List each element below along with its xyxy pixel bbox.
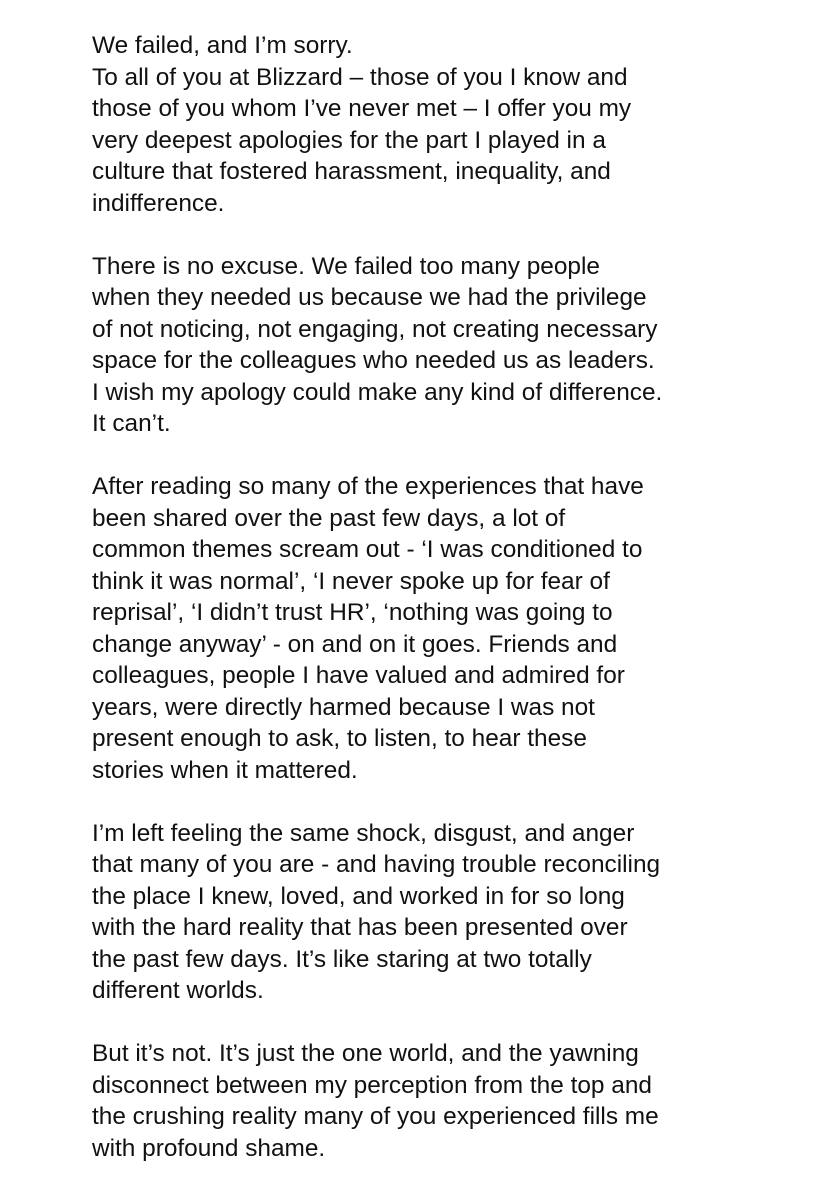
- paragraph-5: [92, 1038, 793, 1164]
- text-line: indifference.: [92, 189, 225, 217]
- text-line: the crushing reality many of you experienced fills me: [92, 1103, 659, 1130]
- text-line: There is no excuse. We failed too many people: [92, 252, 600, 280]
- text-line: We failed, and I’m sorry.: [92, 32, 353, 59]
- paragraph-2: [92, 251, 793, 440]
- text-line: After reading so many of the experiences that have: [92, 473, 644, 500]
- text-line: think it was normal’, ‘I never spoke up for fear of: [92, 567, 610, 595]
- text-line: that many of you are - and having trouble reconciling: [92, 851, 661, 878]
- text-line: been shared over the past few days, a lot of: [92, 504, 566, 532]
- text-line: culture that fostered harassment, inequality, and: [92, 158, 611, 185]
- text-line: of not noticing, not engaging, not creating necessary: [92, 315, 658, 343]
- text-line: space for the colleagues who needed us as leaders.: [92, 347, 655, 374]
- text-line: those of you whom I’ve never met – I offer you my: [92, 95, 632, 122]
- text-line: years, were directly harmed because I was not: [92, 693, 595, 721]
- text-line: present enough to ask, to listen, to hear these: [92, 725, 587, 752]
- paragraph-3: [92, 471, 793, 786]
- text-line: when they needed us because we had the privilege: [92, 284, 647, 311]
- text-line: common themes scream out - ‘I was conditioned to: [92, 536, 643, 563]
- paragraph-4: [92, 818, 793, 1007]
- text-line: very deepest apologies for the part I played in a: [92, 126, 606, 154]
- text-line: change anyway’ - on and on it goes. Friends and: [92, 630, 618, 658]
- text-line: To all of you at Blizzard – those of you I know and: [92, 63, 628, 91]
- text-line: with the hard reality that has been presented over: [92, 914, 628, 941]
- text-line: reprisal’, ‘I didn’t trust HR’, ‘nothing was going to: [92, 599, 613, 626]
- text-line: the place I knew, loved, and worked in for so long: [92, 882, 625, 910]
- paragraph-spacer: [92, 219, 793, 251]
- text-line: the past few days. It’s like staring at two totally: [92, 945, 592, 973]
- text-line: with profound shame.: [92, 1134, 326, 1162]
- text-line: colleagues, people I have valued and admired for: [92, 662, 625, 689]
- text-line: It can’t.: [92, 410, 171, 437]
- paragraph-spacer: [92, 440, 793, 472]
- paragraph-1: [92, 30, 793, 219]
- text-line: disconnect between my perception from the top and: [92, 1071, 652, 1099]
- text-line: different worlds.: [92, 977, 264, 1004]
- text-line: But it’s not. It’s just the one world, and the yawning: [92, 1040, 639, 1067]
- text-line: I’m left feeling the same shock, disgust, and anger: [92, 819, 635, 847]
- paragraph-spacer: [92, 1007, 793, 1039]
- text-line: I wish my apology could make any kind of difference.: [92, 378, 663, 406]
- paragraph-spacer: [92, 786, 793, 818]
- text-line: stories when it mattered.: [92, 756, 358, 784]
